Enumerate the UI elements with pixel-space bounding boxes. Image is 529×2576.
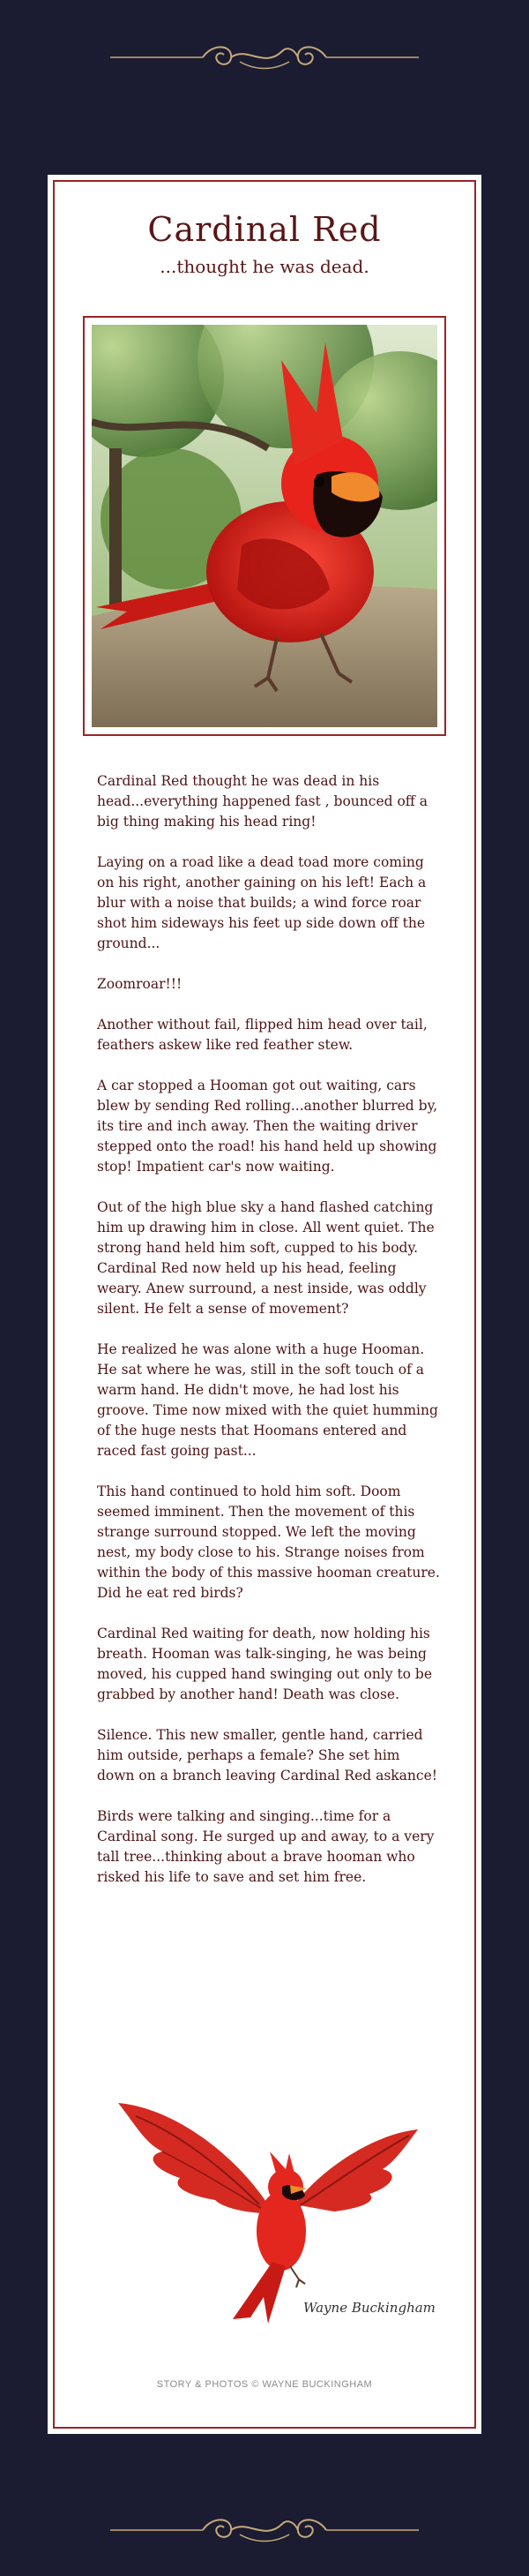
story-paragraph: Another without fail, flipped him head over tail, feathers askew like red feather stew.: [97, 1017, 428, 1053]
top-ornament-divider: [0, 35, 529, 79]
story-paragraph: Birds were talking and singing...time for a Cardinal song. He surged up and away, to a very tall tree...thinking about a brave hooman who risked his life to save and set him free.: [97, 1808, 435, 1885]
flying-cardinal-illustration: [109, 2099, 427, 2328]
story-paragraph: Silence. This new smaller, gentle hand, carried him outside, perhaps a female? She set him down on a branch leaving Cardinal Red askance!: [97, 1727, 437, 1784]
artist-signature: Wayne Buckingham: [303, 2300, 436, 2316]
cardinal-photo-illustration: [92, 325, 437, 727]
story-card: [48, 175, 481, 2434]
cardinal-photo-frame: [83, 316, 446, 736]
story-paragraph: Zoomroar!!!: [97, 976, 183, 992]
story-paragraph: This hand continued to hold him soft. Doom seemed imminent. Then the movement of this strange surround stopped. We left the moving nest, my body close to his. Strange noises from within the body of this massive hooman creature. Did he eat red birds?: [97, 1483, 440, 1601]
cardinal-photo: [92, 325, 437, 727]
story-paragraph: Out of the high blue sky a hand flashed catching him up drawing him in close. All went quiet. The strong hand held him soft, cupped to his body. Cardinal Red now held up his head, feeling weary. Anew surround, a nest inside, was oddly silent. He felt a sense of movement?: [97, 1199, 435, 1317]
story-paragraph: Cardinal Red thought he was dead in his head...everything happened fast , bounced off a big thing making his head ring!: [97, 773, 428, 830]
story-paragraph: A car stopped a Hooman got out waiting, cars blew by sending Red rolling...another blurred by, its tire and inch away. Then the waiting driver stepped onto the road! his hand held up showing stop! Impatient car's now waiting.: [97, 1078, 438, 1175]
story-subtitle: ...thought he was dead.: [160, 256, 369, 277]
story-paragraph: Laying on a road like a dead toad more coming on his right, another gaining on his left! Each a blur with a noise that builds; a wind force roar shot him sideways his feet up side down off the ground...: [97, 854, 427, 951]
credit-line: STORY & PHOTOS © WAYNE BUCKINGHAM: [156, 2379, 373, 2390]
story-paragraph: Cardinal Red waiting for death, now holding his breath. Hooman was talk-singing, he was being moved, his cupped hand swinging out only to be grabbed by another hand! Death was close.: [97, 1626, 433, 1702]
bottom-ornament-divider: [0, 2508, 529, 2552]
story-text: [97, 771, 441, 1908]
story-title: Cardinal Red: [147, 210, 382, 249]
story-paragraph: He realized he was alone with a huge Hooman. He sat where he was, still in the soft touch of a warm hand. He didn't move, he had lost his groove. Time now mixed with the quiet humming of the huge nests that Hoomans entered and raced fast going past...: [97, 1341, 438, 1459]
